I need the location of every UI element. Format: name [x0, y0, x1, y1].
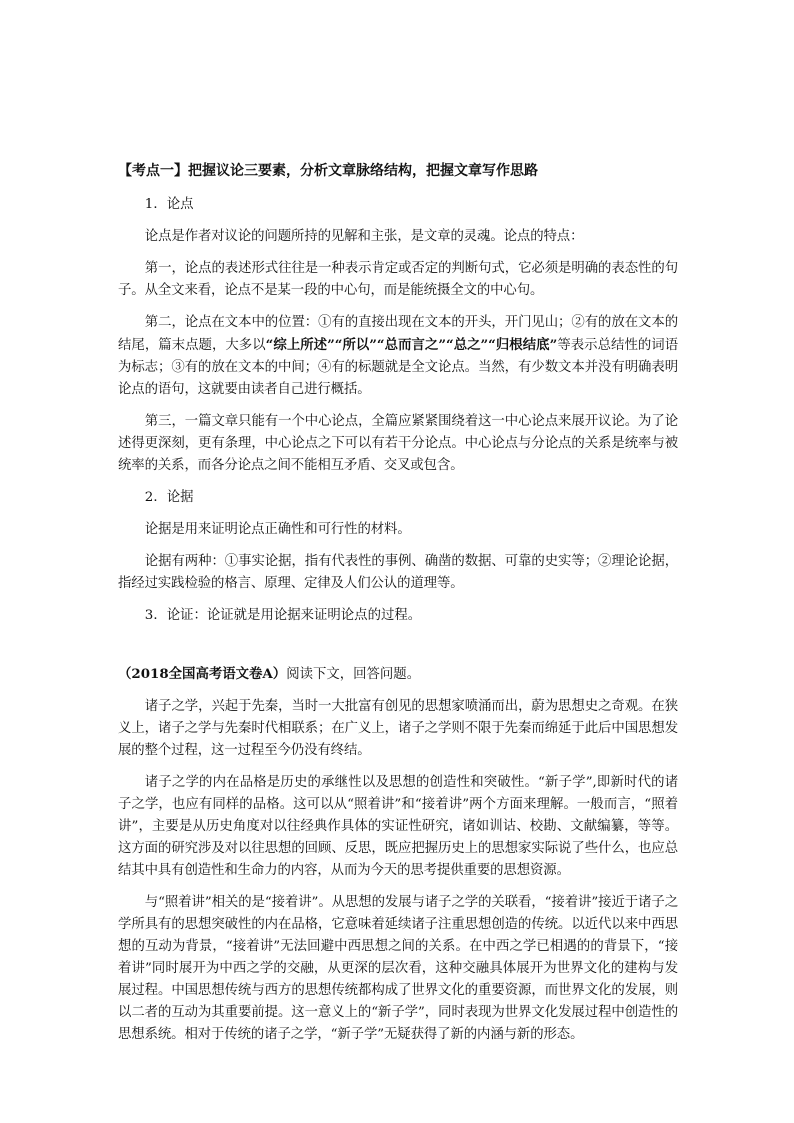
- document-page: [118, 160, 678, 1056]
- text-segment: 等表示总结性的词语为标志；③有的放在文本的中间；④有的标题就是全文论点。当然，有少数文本并没有明确表明论点的语句，这就要由读者自己进行概括。: [118, 338, 678, 397]
- paragraph-evidence-definition: 论据是用来证明论点正确性和可行性的材料。: [144, 522, 411, 537]
- subheading-evidence: 2．论据: [144, 490, 194, 505]
- passage-paragraph-2: 诸子之学的内在品格是历史的承继性以及思想的创造性和突破性。“新子学”,即新时代的诸子之学，也应有同样的品格。这可以从“照着讲”和“接着讲”两个方面来理解。一般而言，“照着讲”，主要是从历史角度对以往经典作具体的实证性研究，诸如训诂、校勘、文献编纂，等等。这方面的研究涉及对以往思想的回顾、反思，既应把握历史上的思想家实际说了些什么，也应总结其中具有创造性和生命力的内容，从而为今天的思考提供重要的思想资源。: [118, 775, 678, 878]
- paragraph-thesis-first: 第一，论点的表述形式往往是一种表示肯定或否定的判断句式，它必须是明确的表态性的句子。从全文来看，论点不是某一段的中心句，而是能统摄全文的中心句。: [118, 261, 678, 298]
- section-heading: 【考点一】把握议论三要素，分析文章脉络结构，把握文章写作思路: [118, 163, 538, 179]
- bold-quote: “归根结底”: [488, 337, 558, 353]
- bold-quote: “总之”: [445, 337, 489, 353]
- exam-source: [118, 663, 678, 686]
- spacer: [118, 637, 678, 663]
- bold-quote: “所以”: [334, 337, 377, 353]
- paragraph-thesis-third: 第三，一篇文章只能有一个中心论点，全篇应紧紧围绕着这一中心论点来展开议论。为了论述得更深刻，更有条理，中心论点之下可以有若干分论点。中心论点与分论点的关系是统率与被统率的关系，而各分论点之间不能相互矛盾、交叉或包含。: [118, 414, 678, 473]
- paragraph-thesis-definition: 论点是作者对议论的问题所持的见解和主张，是文章的灵魂。论点的特点：: [144, 229, 584, 244]
- paragraph-argumentation: 3．论证：论证就是用论据来证明论点的过程。: [144, 608, 422, 623]
- bold-quote: “综上所述”: [265, 337, 335, 353]
- passage-paragraph-1: 诸子之学，兴起于先秦，当时一大批富有创见的思想家喷涌而出，蔚为思想史之奇观。在狭义上，诸子之学与先秦时代相联系；在广义上，诸子之学则不限于先秦而绵延于此后中国思想发展的整个过程，这一过程至今仍没有终结。: [118, 699, 678, 758]
- text-segment: 第二，论点在文本中的位置：①有的直接出现在文本的开头，开门见山；②有的放在文本的结尾，篇末点题，大多以: [118, 315, 678, 353]
- subheading-thesis: 1．论点: [144, 197, 194, 212]
- bold-quote: “总而言之”: [376, 337, 446, 353]
- passage-paragraph-3: 与“照着讲”相关的是“接着讲”。从思想的发展与诸子之学的关联看，“接着讲”接近于诸子之学所具有的思想突破性的内在品格，它意味着延续诸子注重思想创造的传统。以近代以来中西思想的互动为背景，“接着讲”无法回避中西思想之间的关系。在中西之学已相遇的的背景下，“接着讲”同时展开为中西之学的交融，从更深的层次看，这种交融具体展开为世界文化的建构与发展过程。中国思想传统与西方的思想传统都构成了世界文化的重要资源，而世界文化的发展，则以二者的互动为其重要前提。这一意义上的“新子学”，同时表现为世界文化发展过程中创造性的思想系统。相对于传统的诸子之学，“新子学”无疑获得了新的内涵与新的形态。: [118, 895, 678, 1042]
- exam-source-label: （2018全国高考语文卷A）: [118, 666, 287, 682]
- paragraph-evidence-types: 论据有两种：①事实论据，指有代表性的事例、确凿的数据、可靠的史实等；②理论论据，指经过实践检验的格言、原理、定律及人们公认的道理等。: [118, 554, 678, 591]
- paragraph-thesis-second: [118, 312, 678, 401]
- exam-instruction: 阅读下文，回答问题。: [286, 667, 421, 682]
